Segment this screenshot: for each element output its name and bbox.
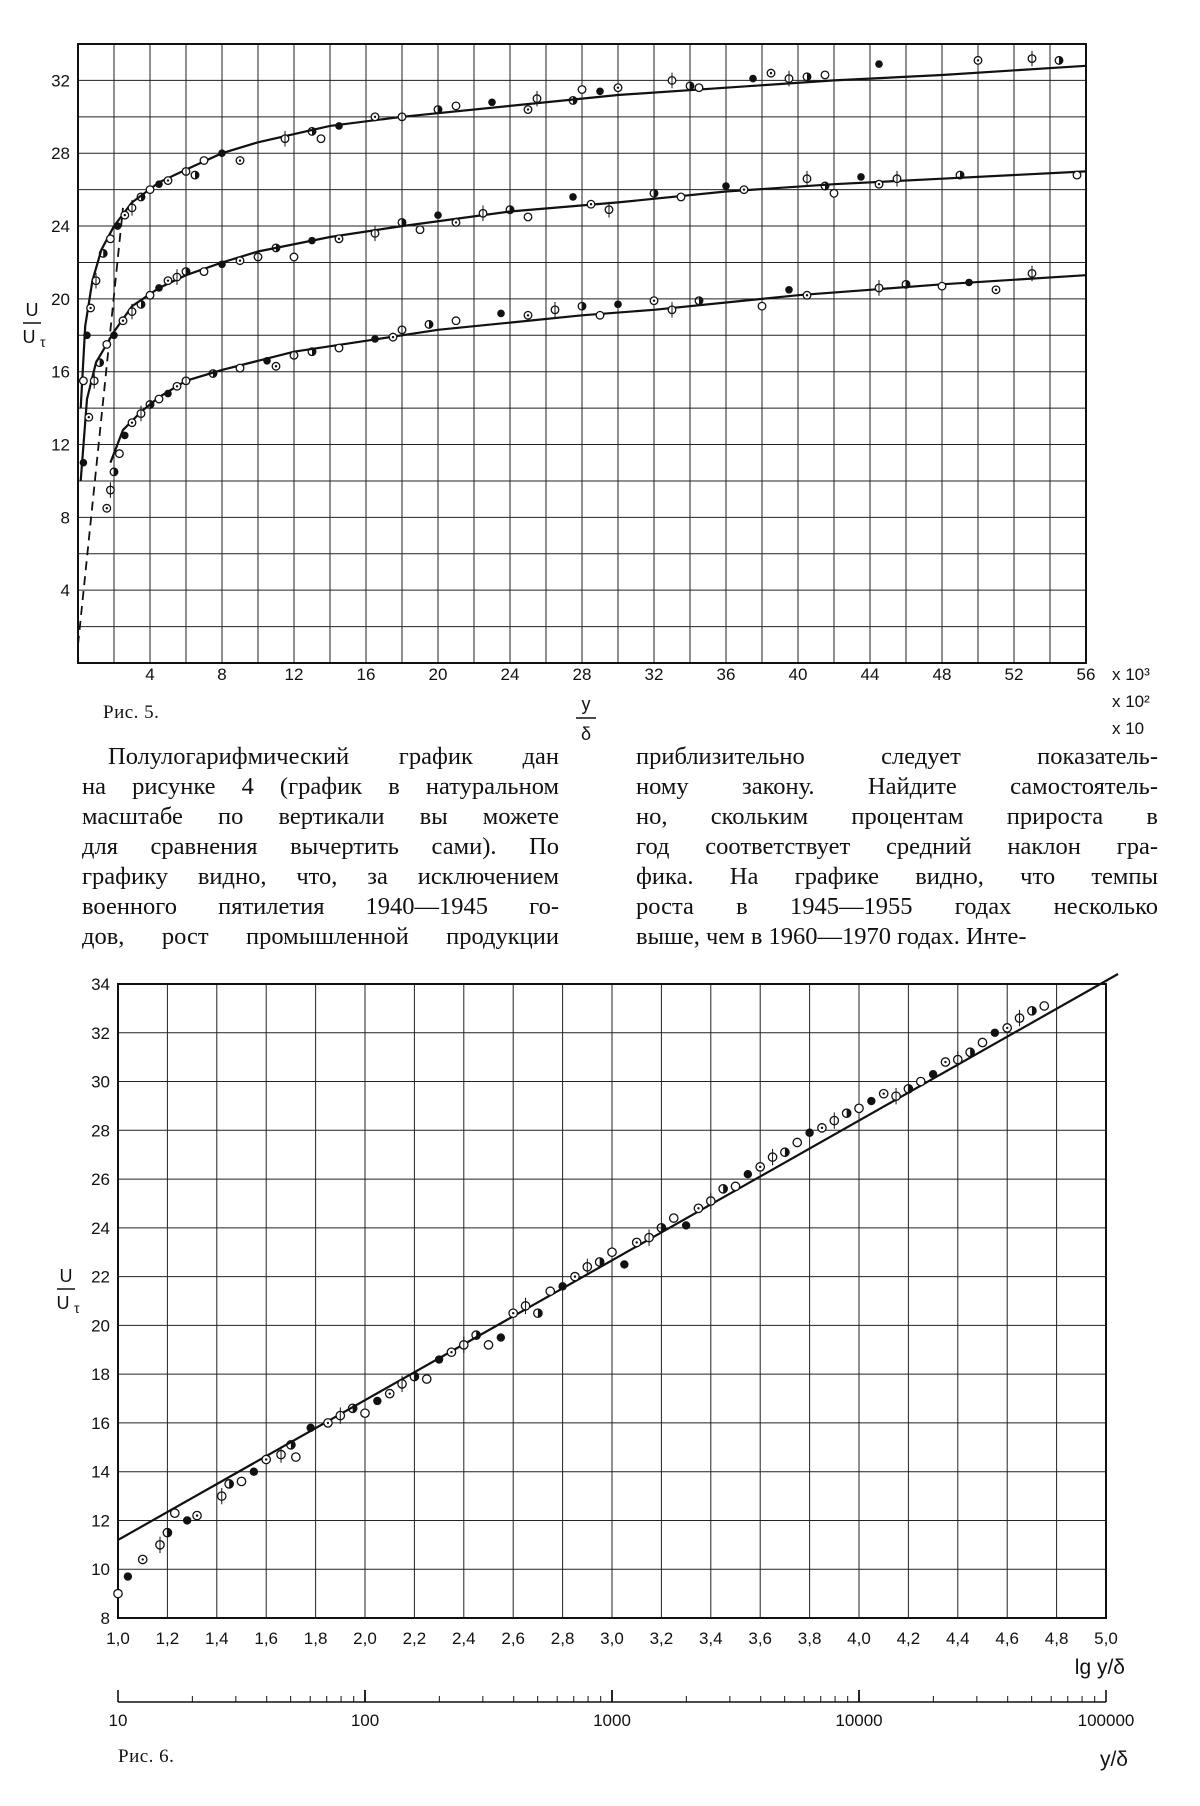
x-tick-label: 20: [428, 665, 448, 684]
data-point: [1040, 1002, 1048, 1010]
x-axis-label: lg y/δ: [1074, 1656, 1125, 1679]
data-point: [497, 1333, 505, 1341]
data-point-center: [450, 1351, 452, 1353]
data-point: [614, 301, 622, 309]
y-tick-label: 20: [91, 1316, 110, 1336]
data-point: [218, 149, 226, 157]
x-tick-label: 3,6: [748, 1629, 773, 1648]
data-point-center: [944, 1061, 946, 1063]
data-point: [434, 211, 442, 219]
data-point: [620, 1260, 628, 1268]
data-point: [155, 284, 163, 292]
text-line: военного пятилетия 1940—1945 го-: [82, 893, 559, 920]
x-tick-label: 3,2: [649, 1629, 674, 1648]
data-point: [758, 302, 766, 310]
data-point-center: [196, 1514, 198, 1516]
data-point: [670, 1214, 678, 1222]
y-axis-label-sub: τ: [40, 334, 46, 350]
y-tick-label: 32: [51, 71, 70, 91]
chart-fig6: [0, 960, 1200, 1806]
x-tick-label: 16: [356, 665, 376, 684]
data-point-center: [131, 421, 133, 423]
text-line: приблизительно следует показатель-: [636, 743, 1158, 770]
data-point: [155, 395, 163, 403]
data-point-center: [142, 1558, 144, 1560]
data-point: [335, 122, 343, 130]
data-point-center: [167, 179, 169, 181]
y-axis-label-sub: τ: [74, 1300, 80, 1316]
data-point-center: [636, 1241, 638, 1243]
data-point-center: [995, 289, 997, 291]
data-point: [821, 71, 829, 79]
data-point-center: [239, 259, 241, 261]
x-tick-label: 2,0: [353, 1629, 377, 1648]
y-tick-label: 14: [91, 1462, 110, 1482]
data-point-center: [977, 59, 979, 61]
data-point: [452, 102, 460, 110]
data-point: [292, 1453, 300, 1461]
x-tick-label: 32: [644, 665, 664, 684]
x-tick-label: 3,0: [600, 1629, 624, 1648]
y-tick-label: 34: [91, 975, 110, 994]
x-tick-label: 4: [145, 665, 155, 684]
text-line: роста в 1945—1955 годах несколько: [636, 893, 1158, 920]
data-point: [335, 344, 343, 352]
data-point-center: [176, 385, 178, 387]
x-tick-label: 2,6: [501, 1629, 526, 1648]
text-line: Полулогарифмический график дан: [108, 743, 559, 770]
data-point: [524, 213, 532, 221]
text-line: ному закону. Найдите самостоятель-: [636, 773, 1158, 800]
y-axis-label-num: U: [25, 300, 39, 320]
x-tick-label: 1,4: [204, 1629, 229, 1648]
data-point: [682, 1221, 690, 1229]
data-point: [250, 1467, 258, 1475]
data-point: [965, 279, 973, 287]
data-point-center: [338, 238, 340, 240]
y-tick-label: 22: [91, 1267, 110, 1287]
x-tick-label: 1,8: [303, 1629, 328, 1648]
text-line: масштабе по вертикали вы можете: [82, 803, 559, 830]
x-multiplier-label: x 10²: [1112, 692, 1150, 711]
data-point: [306, 1424, 314, 1432]
secondary-x-tick-label: 1000: [593, 1711, 631, 1730]
y-tick-label: 8: [100, 1609, 110, 1628]
x-tick-label: 2,8: [550, 1629, 575, 1648]
data-point: [107, 235, 115, 243]
data-point-center: [265, 1458, 267, 1460]
x-axis-label-num: y: [581, 694, 591, 714]
data-point: [237, 1477, 245, 1485]
data-point: [785, 286, 793, 294]
y-tick-label: 12: [91, 1511, 110, 1531]
x-tick-label: 12: [284, 665, 304, 684]
data-point: [929, 1070, 937, 1078]
data-point-center: [759, 1166, 761, 1168]
data-point-center: [878, 183, 880, 185]
data-point-center: [275, 365, 277, 367]
data-point-center: [167, 279, 169, 281]
y-axis-label-num: U: [59, 1266, 73, 1286]
secondary-x-tick-label: 100000: [1077, 1711, 1135, 1730]
y-tick-label: 10: [91, 1560, 110, 1580]
data-point-center: [327, 1422, 329, 1424]
fig5-caption: Рис. 5.: [103, 702, 160, 723]
data-point: [155, 180, 163, 188]
data-point-center: [527, 108, 529, 110]
data-point-center: [770, 72, 772, 74]
data-point-center: [653, 300, 655, 302]
x-tick-label: 4,0: [847, 1629, 871, 1648]
data-point: [361, 1409, 369, 1417]
data-point: [867, 1097, 875, 1105]
x-multiplier-label: x 10³: [1112, 665, 1150, 684]
data-point: [497, 310, 505, 318]
y-tick-label: 18: [91, 1365, 110, 1385]
x-axis-label-den: δ: [580, 724, 592, 744]
data-point: [917, 1077, 925, 1085]
data-point-center: [239, 159, 241, 161]
y-tick-label: 28: [91, 1121, 110, 1141]
data-point-center: [697, 1207, 699, 1209]
data-point: [80, 377, 88, 385]
data-point-center: [89, 307, 91, 309]
data-point: [578, 86, 586, 94]
data-point: [183, 1516, 191, 1524]
y-tick-label: 24: [91, 1218, 110, 1238]
x-tick-label: 3,4: [698, 1629, 723, 1648]
data-point: [830, 189, 838, 197]
secondary-x-tick-label: 10: [108, 1711, 128, 1730]
data-point: [103, 341, 111, 349]
y-tick-label: 4: [60, 581, 70, 601]
y-tick-label: 16: [51, 362, 70, 382]
x-tick-label: 4,4: [945, 1629, 970, 1648]
data-point: [793, 1138, 801, 1146]
x-tick-label: 4,2: [896, 1629, 921, 1648]
text-line: год соответствует средний наклон гра-: [636, 833, 1158, 860]
secondary-x-axis-label: y/δ: [1099, 1748, 1128, 1771]
text-column-right: [636, 742, 1158, 952]
x-tick-label: 56: [1076, 665, 1096, 684]
secondary-x-tick-label: 10000: [835, 1711, 883, 1730]
x-tick-label: 28: [572, 665, 592, 684]
data-point: [731, 1182, 739, 1190]
data-point-center: [806, 294, 808, 296]
data-point: [805, 1129, 813, 1137]
data-point: [488, 98, 496, 106]
fig6-caption: Рис. 6.: [118, 1746, 175, 1767]
y-tick-label: 32: [91, 1023, 110, 1043]
data-point: [938, 282, 946, 290]
data-point: [484, 1341, 492, 1349]
y-axis-label-den: U: [56, 1293, 70, 1313]
data-point: [558, 1282, 566, 1290]
text-line: фика. На графике видно, что темпы: [636, 863, 1158, 890]
x-tick-label: 44: [860, 665, 880, 684]
y-axis-label-den: U: [22, 327, 36, 347]
x-tick-label: 2,4: [451, 1629, 476, 1648]
data-point: [435, 1355, 443, 1363]
data-point: [857, 173, 865, 181]
data-point: [855, 1104, 863, 1112]
data-point: [80, 459, 88, 467]
data-point: [991, 1029, 999, 1037]
data-point: [452, 317, 460, 325]
x-tick-label: 48: [932, 665, 952, 684]
data-point: [569, 193, 577, 201]
data-point: [121, 432, 129, 440]
data-point-center: [455, 221, 457, 223]
data-point-center: [743, 188, 745, 190]
data-point: [236, 364, 244, 372]
data-point: [114, 222, 122, 230]
text-column-left: [82, 742, 559, 952]
x-tick-label: 1,6: [254, 1629, 279, 1648]
y-tick-label: 24: [51, 217, 70, 237]
y-tick-label: 30: [91, 1072, 110, 1092]
data-point-center: [374, 116, 376, 118]
text-line: графику видно, что, за исключением: [82, 863, 559, 890]
data-point: [875, 60, 883, 68]
x-tick-label: 1,0: [106, 1629, 130, 1648]
data-point: [722, 182, 730, 190]
data-point: [171, 1509, 179, 1517]
x-tick-label: 8: [217, 665, 227, 684]
series-curve: [110, 275, 1086, 463]
data-point: [596, 88, 604, 96]
data-point: [1073, 171, 1081, 179]
data-point: [83, 331, 91, 339]
data-point-center: [883, 1093, 885, 1095]
data-point: [200, 157, 208, 165]
x-tick-label: 4,6: [995, 1629, 1020, 1648]
data-point: [164, 390, 172, 398]
data-point-center: [122, 320, 124, 322]
data-point: [546, 1287, 554, 1295]
data-point: [110, 331, 118, 339]
x-tick-label: 24: [500, 665, 520, 684]
data-point: [146, 291, 154, 299]
y-tick-label: 28: [51, 144, 70, 164]
data-point: [116, 450, 124, 458]
text-line: на рисунке 4 (график в натуральном: [82, 773, 559, 800]
data-point: [124, 1572, 132, 1580]
text-line: но, скольким процентам прироста в: [636, 803, 1158, 830]
data-point-center: [389, 1392, 391, 1394]
data-point-center: [590, 203, 592, 205]
data-point: [978, 1038, 986, 1046]
data-point: [608, 1248, 616, 1256]
y-tick-label: 16: [91, 1413, 110, 1433]
x-tick-label: 4,8: [1044, 1629, 1069, 1648]
data-point-center: [512, 1312, 514, 1314]
y-tick-label: 12: [51, 435, 70, 455]
secondary-x-tick-label: 100: [350, 1711, 380, 1730]
x-tick-label: 5,0: [1094, 1629, 1118, 1648]
data-point: [114, 1589, 122, 1597]
text-line: для сравнения вычертить сами). По: [82, 833, 559, 860]
data-point-center: [106, 507, 108, 509]
data-point: [373, 1397, 381, 1405]
data-point-center: [527, 314, 529, 316]
data-point: [218, 260, 226, 268]
data-point-center: [574, 1275, 576, 1277]
data-point-center: [617, 86, 619, 88]
y-tick-label: 20: [51, 289, 70, 309]
data-point: [596, 311, 604, 319]
data-point: [308, 237, 316, 245]
data-point: [290, 253, 298, 261]
x-tick-label: 2,2: [402, 1629, 427, 1648]
data-point-center: [88, 416, 90, 418]
data-point: [317, 135, 325, 143]
data-point-center: [1006, 1027, 1008, 1029]
data-point: [146, 186, 154, 194]
data-point: [416, 226, 424, 234]
series-curve: [81, 171, 1086, 481]
data-point: [200, 268, 208, 276]
x-tick-label: 3,8: [797, 1629, 822, 1648]
x-multiplier-label: x 10: [1112, 719, 1145, 738]
data-point-center: [821, 1127, 823, 1129]
data-point: [423, 1375, 431, 1383]
data-point-center: [124, 214, 126, 216]
x-tick-label: 40: [788, 665, 808, 684]
chart-fig5: [0, 0, 1200, 760]
data-point: [695, 84, 703, 92]
data-point: [371, 335, 379, 343]
data-point: [749, 75, 757, 83]
data-point: [263, 357, 271, 365]
x-tick-label: 52: [1004, 665, 1024, 684]
text-line: выше, чем в 1960—1970 годах. Инте-: [636, 923, 1027, 950]
text-line: дов, рост промышленной продукции: [82, 923, 559, 950]
data-point-center: [392, 336, 394, 338]
data-point: [744, 1170, 752, 1178]
x-tick-label: 36: [716, 665, 736, 684]
y-tick-label: 26: [91, 1170, 110, 1190]
y-tick-label: 8: [60, 508, 70, 528]
x-tick-label: 1,2: [155, 1629, 180, 1648]
data-point: [677, 193, 685, 201]
